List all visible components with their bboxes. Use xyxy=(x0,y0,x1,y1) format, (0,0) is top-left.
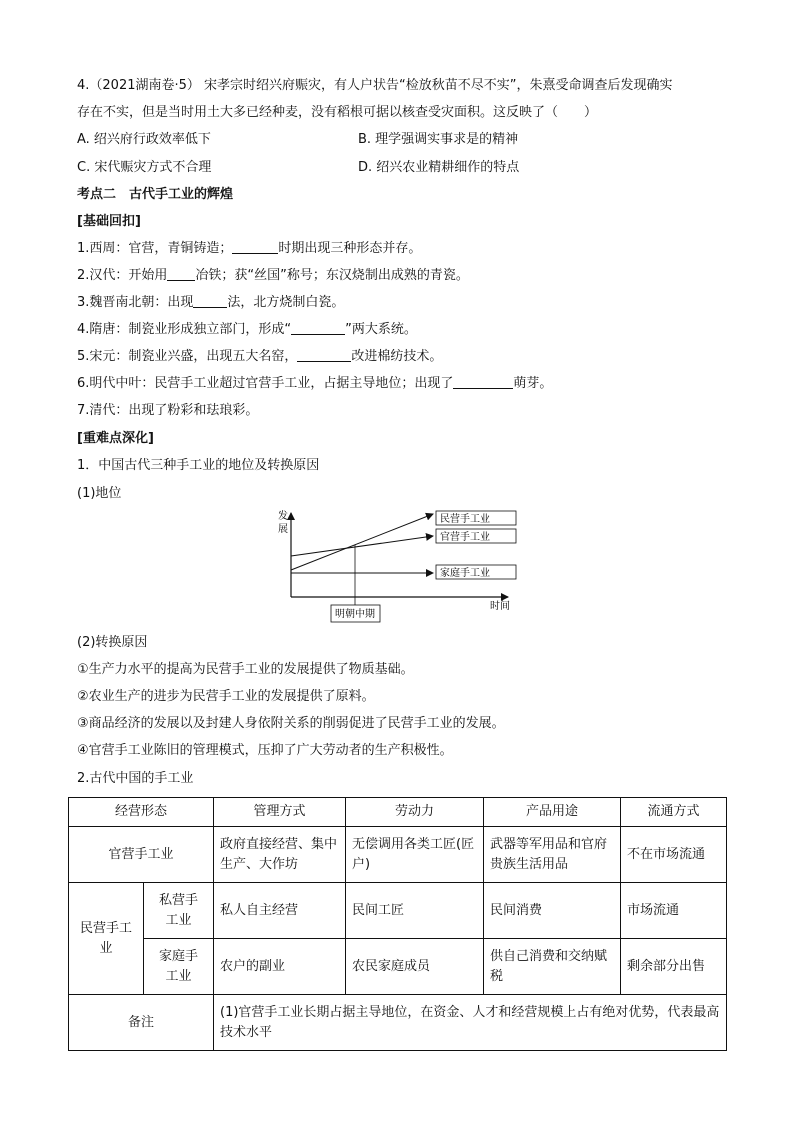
review-item-4-post: ”两大系统。 xyxy=(345,322,417,337)
table-row xyxy=(69,827,727,883)
reason-2: ②农业生产的进步为民营手工业的发展提供了原料。 xyxy=(77,689,375,704)
subheading-1b: (2)转换原因 xyxy=(77,635,148,650)
table-row xyxy=(69,995,727,1051)
subheading-1: 1．中国古代三种手工业的地位及转换原因 xyxy=(77,458,320,473)
cell-private-management: 私人自主经营 xyxy=(214,883,346,939)
question-stem-line2: 存在不实，但是当时用土大多已经种麦，没有稻根可据以核查受灾面积。这反映了（ ） xyxy=(77,105,598,120)
handicraft-status-diagram xyxy=(270,505,530,630)
cell-private-labor: 民间工匠 xyxy=(346,883,484,939)
deepen-title: [重难点深化] xyxy=(77,431,154,446)
option-b: B. 理学强调实事求是的精神 xyxy=(358,132,519,147)
review-item-5-post: 改进棉纺技术。 xyxy=(351,349,443,364)
y-axis-label-1: 发 xyxy=(278,511,288,522)
review-item-7: 7.清代：出现了粉彩和珐琅彩。 xyxy=(77,403,259,418)
x-axis-label: 时间 xyxy=(490,601,510,612)
cell-private-use: 民间消费 xyxy=(484,883,621,939)
cell-family-labor: 农民家庭成员 xyxy=(346,939,484,995)
review-item-2 xyxy=(77,266,469,286)
header-product-use: 产品用途 xyxy=(484,798,621,827)
header-circulation: 流通方式 xyxy=(621,798,727,827)
table-row xyxy=(69,883,727,939)
review-item-2-pre: 2.汉代：开始用 xyxy=(77,268,168,283)
fill-blank-4 xyxy=(291,320,345,335)
review-item-4 xyxy=(77,320,417,340)
reason-3: ③商品经济的发展以及封建人身依附关系的削弱促进了民营手工业的发展。 xyxy=(77,716,505,731)
cell-family-use: 供自己消费和交纳赋税 xyxy=(484,939,621,995)
header-labor: 劳动力 xyxy=(346,798,484,827)
question-stem-line1: 4.（2021湖南卷·5） 宋孝宗时绍兴府赈灾，有人户状告“检放秋苗不尽不实”，朱熹受命调查后发现确实 xyxy=(77,78,673,93)
option-c: C. 宋代赈灾方式不合理 xyxy=(77,160,212,175)
review-item-3 xyxy=(77,293,344,313)
y-axis-label-2: 展 xyxy=(278,524,288,535)
basic-review-title: [基础回扣] xyxy=(77,214,141,229)
option-d: D. 绍兴农业精耕细作的特点 xyxy=(358,160,520,175)
official-handicraft-line xyxy=(291,536,433,556)
subheading-2: 2.古代中国的手工业 xyxy=(77,771,194,786)
cell-private-circulation: 市场流通 xyxy=(621,883,727,939)
review-item-4-pre: 4.隋唐：制瓷业形成独立部门，形成“ xyxy=(77,322,292,337)
table-row xyxy=(69,939,727,995)
review-item-1-post: 时期出现三种形态并存。 xyxy=(278,241,422,256)
fill-blank-6 xyxy=(453,374,513,389)
reason-4: ④官营手工业陈旧的管理模式，压抑了广大劳动者的生产积极性。 xyxy=(77,743,453,758)
section-title: 考点二 古代手工业的辉煌 xyxy=(77,187,234,202)
cell-private-name: 私营手工业 xyxy=(144,883,214,939)
cell-family-circulation: 剩余部分出售 xyxy=(621,939,727,995)
review-item-2-post: 冶铁；获“丝国”称号；东汉烧制出成熟的青瓷。 xyxy=(195,268,469,283)
cell-family-name: 家庭手工业 xyxy=(144,939,214,995)
review-item-6-post: 萌芽。 xyxy=(513,376,553,391)
review-item-6 xyxy=(77,374,552,394)
review-item-1-pre: 1.西周：官营，青铜铸造； xyxy=(77,241,233,256)
legend-family: 家庭手工业 xyxy=(440,568,490,579)
fill-blank-5 xyxy=(297,347,351,362)
fill-blank-3 xyxy=(193,293,227,308)
cell-note-label: 备注 xyxy=(69,995,214,1051)
private-handicraft-line xyxy=(291,514,433,570)
cell-note-text: (1)官营手工业长期占据主导地位，在资金、人才和经营规模上占有绝对优势，代表最高技术水平 xyxy=(214,995,727,1051)
cell-official-circulation: 不在市场流通 xyxy=(621,827,727,883)
subheading-1a: (1)地位 xyxy=(77,486,122,501)
reason-1: ①生产力水平的提高为民营手工业的发展提供了物质基础。 xyxy=(77,662,414,677)
option-a: A. 绍兴府行政效率低下 xyxy=(77,132,211,147)
cell-family-management: 农户的副业 xyxy=(214,939,346,995)
review-item-6-pre: 6.明代中叶：民营手工业超过官营手工业，占据主导地位；出现了 xyxy=(77,376,454,391)
handicraft-table xyxy=(68,797,727,1051)
fill-blank-1 xyxy=(232,239,278,254)
legend-private: 民营手工业 xyxy=(440,514,490,525)
header-form: 经营形态 xyxy=(69,798,214,827)
cell-official-labor: 无偿调用各类工匠(匠户) xyxy=(346,827,484,883)
cell-official-management: 政府直接经营、集中生产、大作坊 xyxy=(214,827,346,883)
header-management: 管理方式 xyxy=(214,798,346,827)
review-item-1 xyxy=(77,239,421,259)
mid-ming-label: 明朝中期 xyxy=(335,609,375,620)
review-item-5-pre: 5.宋元：制瓷业兴盛，出现五大名窑， xyxy=(77,349,298,364)
cell-official-name: 官营手工业 xyxy=(69,827,214,883)
review-item-5 xyxy=(77,347,442,367)
review-item-3-post: 法，北方烧制白瓷。 xyxy=(227,295,345,310)
review-item-3-pre: 3.魏晋南北朝：出现 xyxy=(77,295,194,310)
cell-official-use: 武器等军用品和官府贵族生活用品 xyxy=(484,827,621,883)
legend-official: 官营手工业 xyxy=(440,532,490,543)
table-header-row xyxy=(69,798,727,827)
fill-blank-2 xyxy=(167,266,195,281)
cell-private-group-name: 民营手工业 xyxy=(69,883,144,995)
